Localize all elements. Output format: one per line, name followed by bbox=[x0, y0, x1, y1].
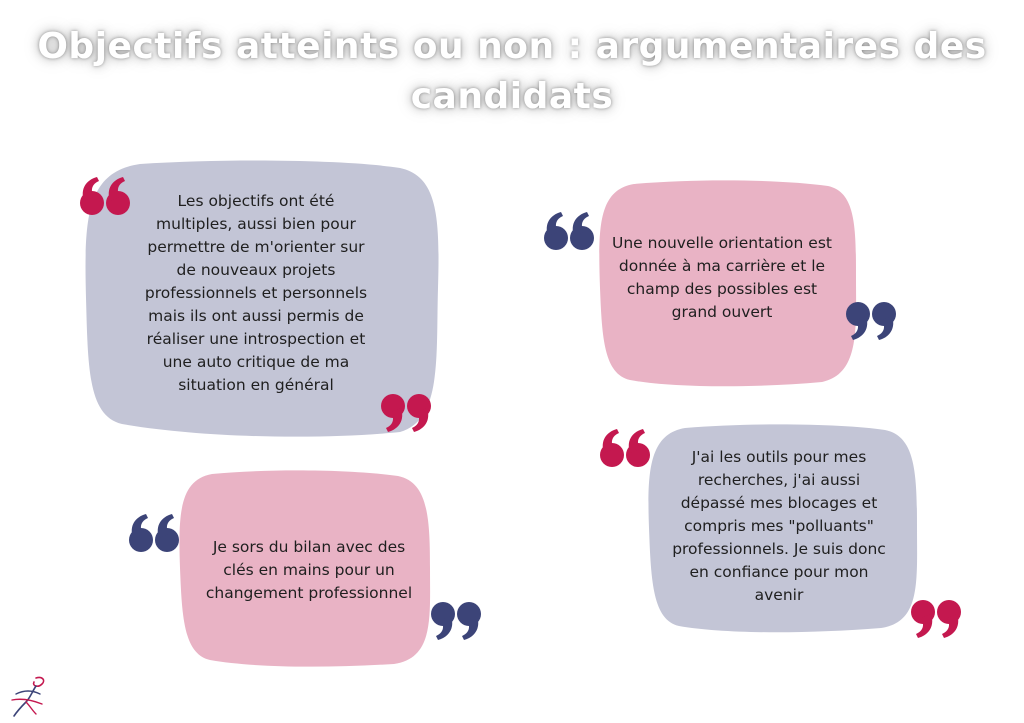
closing-quote-icon bbox=[431, 600, 481, 640]
page-title-line-2: candidats bbox=[410, 76, 614, 117]
closing-quote-icon bbox=[911, 598, 961, 638]
testimonial-2-text: Une nouvelle orientation est donnée à ma carrière et le champ des possibles est grand ouvert bbox=[612, 234, 832, 321]
testimonial-4-text: J'ai les outils pour mes recherches, j'ai aussi dépassé mes blocages et compris mes "polluants" professionnels. Je suis donc en confiance pour mon avenir bbox=[672, 448, 886, 604]
page-title bbox=[0, 22, 1024, 122]
runner-logo-icon bbox=[6, 674, 54, 720]
opening-quote-icon bbox=[600, 429, 650, 469]
closing-quote-icon bbox=[846, 300, 896, 340]
testimonial-3-text: Je sors du bilan avec des clés en mains pour un changement professionnel bbox=[205, 538, 413, 602]
page-title-line-1: Objectifs atteints ou non : argumentaires des bbox=[37, 26, 987, 67]
opening-quote-icon bbox=[129, 514, 179, 554]
opening-quote-icon bbox=[544, 212, 594, 252]
testimonial-1-text: Les objectifs ont été multiples, aussi bien pour permettre de m'orienter sur de nouveaux projets professionnels et personnels mais ils ont aussi permis de réaliser une introspection et une auto critique de ma situation en général bbox=[144, 192, 368, 394]
opening-quote-icon bbox=[80, 177, 130, 217]
closing-quote-icon bbox=[381, 392, 431, 432]
